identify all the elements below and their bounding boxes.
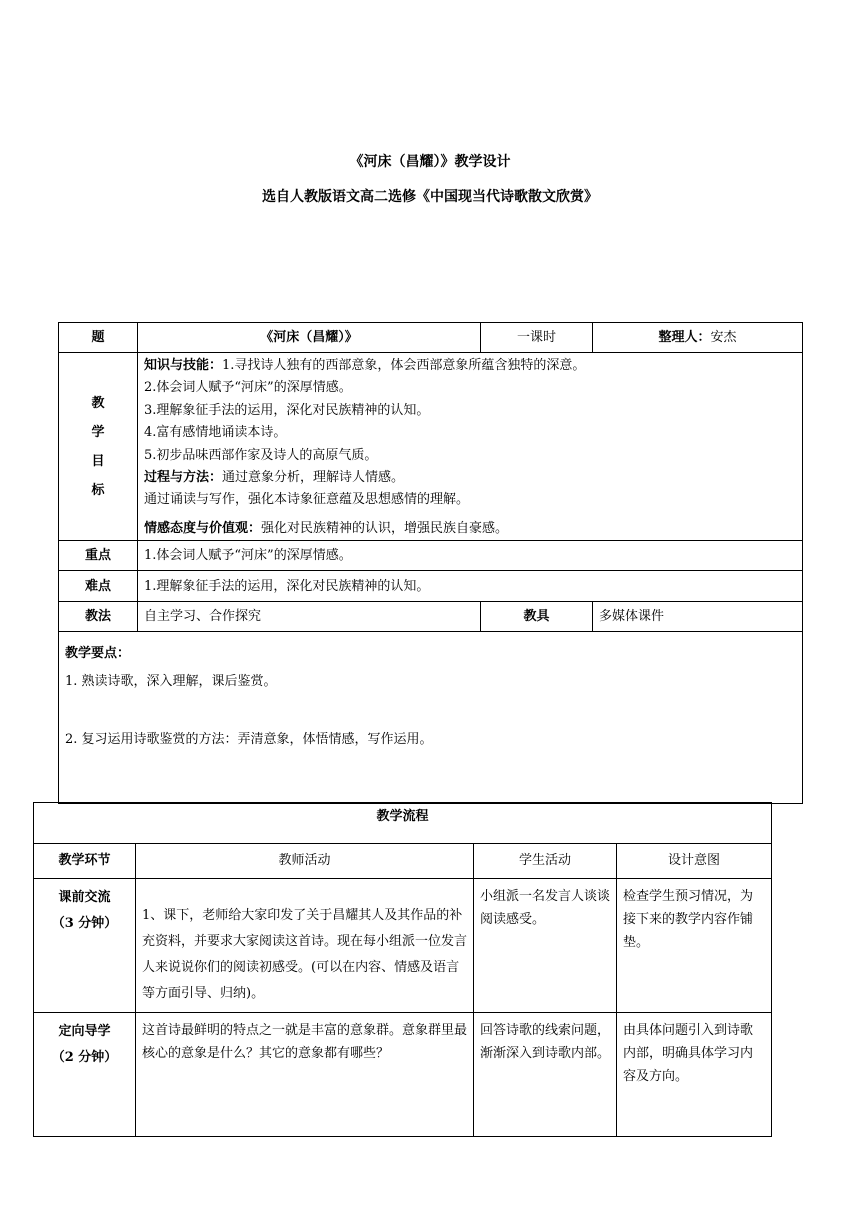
document-subtitle: 选自人教版语文高二选修《中国现当代诗歌散文欣赏》 bbox=[262, 189, 598, 205]
teaching-points-cell bbox=[59, 632, 803, 804]
method-value-cell: 自主学习、合作探究 bbox=[138, 602, 481, 632]
objectives-label-char: 标 bbox=[91, 482, 105, 498]
objectives-label-char: 目 bbox=[91, 453, 105, 469]
objective-item: 通过意象分析，理解诗人情感。 bbox=[222, 470, 405, 486]
stage-name: 定向导学 bbox=[58, 1024, 111, 1039]
tools-value-cell: 多媒体课件 bbox=[593, 602, 803, 632]
teaching-point: 1. 熟读诗歌，深入理解，课后鉴赏。 bbox=[65, 674, 277, 690]
objective-item: 1.寻找诗人独有的西部意象，体会西部意象所蕴含独特的深意。 bbox=[222, 358, 586, 373]
design-intent-cell: 检查学生预习情况，为接下来的教学内容作铺垫。 bbox=[617, 879, 772, 1013]
objective-item: 通过诵读与写作，强化本诗象征意蕴及思想感情的理解。 bbox=[144, 492, 470, 508]
teaching-flow-table bbox=[33, 802, 772, 1137]
teaching-point: 2. 复习运用诗歌鉴赏的方法：弄清意象，体悟情感，写作运用。 bbox=[65, 732, 433, 748]
title-label-cell: 题 bbox=[59, 323, 138, 353]
teacher-activity-cell: 1、课下，老师给大家印发了关于昌耀其人及其作品的补充资料，并要求大家阅读这首诗。现在每小组派一位发言人来说说你们的阅读初感受。(可以在内容、情感及语言等方面引导、归纳)。 bbox=[136, 879, 474, 1013]
student-activity-cell: 小组派一名发言人谈谈阅读感受。 bbox=[474, 879, 617, 1013]
stage-cell bbox=[34, 1013, 136, 1137]
process-label: 过程与方法： bbox=[144, 470, 223, 486]
flow-header-student: 学生活动 bbox=[474, 844, 617, 879]
organizer-cell bbox=[593, 323, 803, 353]
objective-item: 2.体会词人赋予“河床”的深厚情感。 bbox=[144, 380, 352, 396]
stage-name: 课前交流 bbox=[58, 890, 111, 905]
objective-item: 3.理解象征手法的运用，深化对民族精神的认知。 bbox=[144, 402, 430, 418]
lesson-title-cell: 《河床（昌耀）》 bbox=[138, 323, 481, 353]
focus-label-cell: 重点 bbox=[59, 541, 138, 571]
flow-header-intent: 设计意图 bbox=[617, 844, 772, 879]
stage-cell bbox=[34, 879, 136, 1013]
table-row bbox=[34, 879, 772, 1013]
objectives-label-cell bbox=[59, 353, 138, 541]
focus-value-cell: 1.体会词人赋予“河床”的深厚情感。 bbox=[138, 541, 803, 571]
difficulty-label-cell: 难点 bbox=[59, 571, 138, 602]
design-intent-cell: 由具体问题引入到诗歌内部，明确具体学习内容及方向。 bbox=[617, 1013, 772, 1137]
table-row bbox=[34, 1013, 772, 1137]
objective-item: 强化对民族精神的认识，增强民族自豪感。 bbox=[261, 520, 509, 536]
spacer bbox=[65, 696, 796, 726]
emotion-line bbox=[144, 518, 796, 540]
objective-item: 5.初步品味西部作家及诗人的高原气质。 bbox=[144, 447, 378, 463]
document-title: 《河床（昌耀）》教学设计 bbox=[349, 154, 511, 170]
lesson-info-table bbox=[58, 322, 803, 804]
stage-duration: （2 分钟） bbox=[51, 1050, 118, 1065]
organizer-name: 安杰 bbox=[710, 329, 737, 345]
method-label-cell: 教法 bbox=[59, 602, 138, 632]
student-activity-cell: 回答诗歌的线索问题，渐渐深入到诗歌内部。 bbox=[474, 1013, 617, 1137]
flow-header-teacher: 教师活动 bbox=[136, 844, 474, 879]
tools-label-cell: 教具 bbox=[481, 602, 593, 632]
stage-duration: （3 分钟） bbox=[51, 916, 118, 931]
knowledge-line bbox=[144, 355, 796, 377]
flow-title-cell: 教学流程 bbox=[34, 803, 772, 844]
teaching-points-label: 教学要点： bbox=[65, 646, 131, 662]
objective-item: 4.富有感情地诵读本诗。 bbox=[144, 425, 287, 441]
period-cell: 一课时 bbox=[481, 323, 593, 353]
objectives-label-char: 学 bbox=[91, 424, 105, 440]
process-line bbox=[144, 467, 796, 489]
flow-header-stage: 教学环节 bbox=[34, 844, 136, 879]
objectives-label-char: 教 bbox=[91, 395, 105, 411]
difficulty-value-cell: 1.理解象征手法的运用，深化对民族精神的认知。 bbox=[138, 571, 803, 602]
knowledge-label: 知识与技能： bbox=[144, 358, 223, 373]
organizer-label: 整理人： bbox=[658, 329, 711, 345]
teacher-activity-cell: 这首诗最鲜明的特点之一就是丰富的意象群。意象群里最核心的意象是什么？其它的意象都有哪些？ bbox=[136, 1013, 474, 1137]
objectives-content-cell bbox=[138, 353, 803, 541]
emotion-label: 情感态度与价值观： bbox=[144, 520, 262, 536]
